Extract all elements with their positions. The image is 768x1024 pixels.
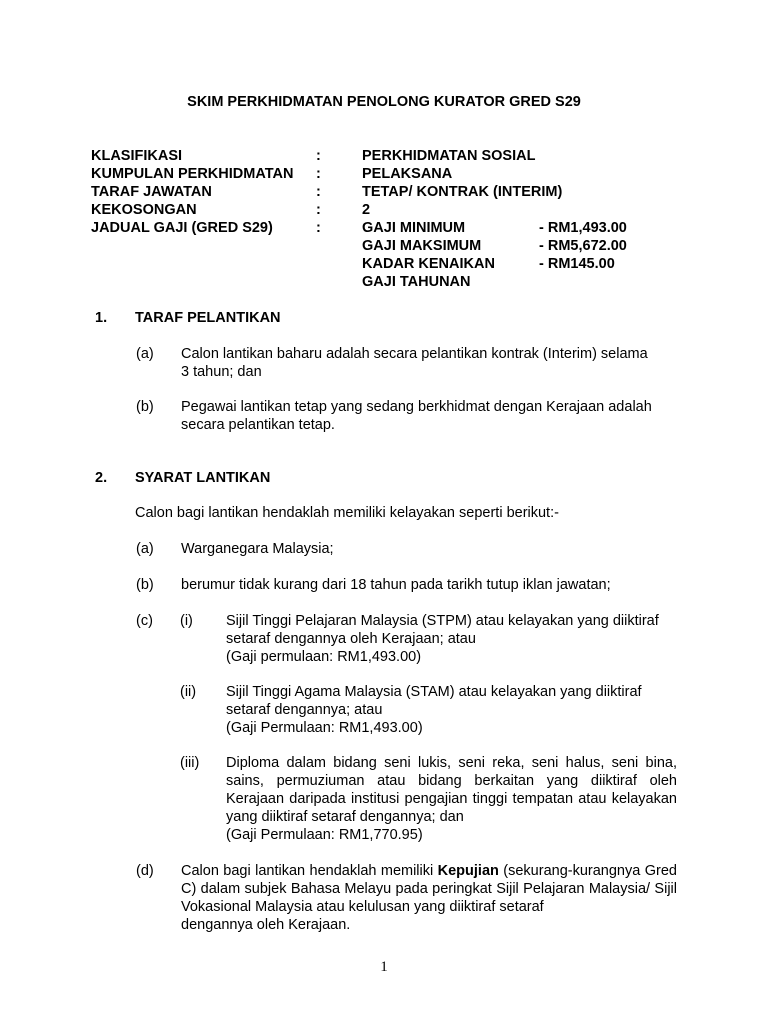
item-marker: (c): [136, 613, 153, 629]
info-value: GAJI MAKSIMUM: [362, 238, 482, 254]
text-line: (Gaji Permulaan: RM1,770.95): [226, 827, 423, 843]
document-title: SKIM PERKHIDMATAN PENOLONG KURATOR GRED S29: [187, 94, 581, 110]
text-line: Kerajaan daripada institusi pengajian tinggi tempatan atau: [226, 791, 607, 807]
subitem-marker: (i): [180, 613, 193, 629]
text-line: Pegawai lantikan tetap yang sedang berkhidmat dengan Kerajaan adalah: [181, 399, 652, 415]
info-label: KEKOSONGAN: [91, 202, 197, 218]
text-line: 3 tahun; dan: [181, 364, 262, 380]
info-value: 2: [362, 202, 371, 218]
text-line: sains, permuziuman atau bidang berkaitan yang diiktiraf oleh: [226, 773, 677, 789]
text-line: dengannya oleh Kerajaan.: [181, 917, 351, 933]
text-line: setaraf dengannya; atau: [226, 702, 383, 718]
info-colon: :: [316, 220, 321, 236]
page-number: 1: [380, 959, 388, 975]
info-value: GAJI MINIMUM: [362, 220, 466, 236]
section-2-number: 2.: [95, 470, 108, 486]
item-marker: (b): [136, 577, 154, 593]
section-2-item-b: berumur tidak kurang dari 18 tahun pada tarikh tutup iklan jawatan;: [181, 577, 611, 593]
info-colon: :: [316, 166, 321, 182]
info-value: GAJI TAHUNAN: [362, 274, 471, 290]
text-line: (Gaji permulaan: RM1,493.00): [226, 649, 422, 665]
info-colon: :: [316, 148, 321, 164]
info-value: PELAKSANA: [362, 166, 453, 182]
info-amount: - RM5,672.00: [539, 238, 627, 254]
section-2-item-c-i: [226, 612, 677, 666]
text-run: (sekurang-kurangnya: [498, 863, 641, 879]
text-line: Diploma dalam bidang seni lukis, seni reka, seni halus, seni bina,: [226, 755, 677, 771]
text-line: Sijil Tinggi Agama Malaysia (STAM) atau kelayakan yang diiktiraf: [226, 684, 642, 700]
text-line: (Gaji Permulaan: RM1,493.00): [226, 720, 423, 736]
item-marker: (b): [136, 399, 154, 415]
section-2-item-c-iii: [226, 754, 677, 844]
section-2-title: SYARAT LANTIKAN: [135, 470, 271, 486]
info-amount: - RM145.00: [539, 256, 615, 272]
section-1-title: TARAF PELANTIKAN: [135, 310, 281, 326]
text-line: Calon lantikan baharu adalah secara pelantikan kontrak (Interim) selama: [181, 346, 648, 362]
info-value: PERKHIDMATAN SOSIAL: [362, 148, 536, 164]
text-run: Calon bagi lantikan hendaklah memiliki: [181, 863, 438, 879]
info-label: KUMPULAN PERKHIDMATAN: [91, 166, 294, 182]
item-marker: (a): [136, 541, 154, 557]
text-line: secara pelantikan tetap.: [181, 417, 335, 433]
info-label: JADUAL GAJI (GRED S29): [91, 220, 273, 236]
info-value: TETAP/ KONTRAK (INTERIM): [362, 184, 563, 200]
info-label: TARAF JAWATAN: [91, 184, 212, 200]
section-1-item-a: [181, 345, 677, 381]
item-marker: (a): [136, 346, 154, 362]
section-2-item-a: Warganegara Malaysia;: [181, 541, 334, 557]
text-line: Sijil Tinggi Pelajaran Malaysia (STPM) atau kelayakan yang diiktiraf: [226, 613, 659, 629]
info-label: KLASIFIKASI: [91, 148, 183, 164]
text-line: setaraf dengannya oleh Kerajaan; atau: [226, 631, 476, 647]
subitem-marker: (ii): [180, 684, 197, 700]
info-colon: :: [316, 202, 321, 218]
text-line: Gred C) dalam subjek Bahasa Melayu pada peringkat Sijil Pelajaran: [181, 863, 677, 897]
item-marker: (d): [136, 863, 154, 879]
info-colon: :: [316, 184, 321, 200]
subitem-marker: (iii): [180, 755, 200, 771]
text-line: Malaysia/ Sijil Vokasional Malaysia atau kelulusan yang diiktiraf setaraf: [181, 881, 677, 915]
text-run-bold: Kepujian: [437, 863, 499, 879]
section-1-number: 1.: [95, 310, 108, 326]
section-2-intro: Calon bagi lantikan hendaklah memiliki kelayakan seperti berikut:-: [135, 505, 559, 521]
section-2-item-d: [181, 862, 677, 934]
info-value: KADAR KENAIKAN: [362, 256, 495, 272]
info-amount: - RM1,493.00: [539, 220, 627, 236]
text-line-with-bold: [181, 863, 640, 879]
section-1-item-b: [181, 398, 677, 434]
section-2-item-c-ii: [226, 683, 677, 737]
text-line: kelayakan yang diiktiraf setaraf dengannya; dan: [226, 791, 677, 825]
